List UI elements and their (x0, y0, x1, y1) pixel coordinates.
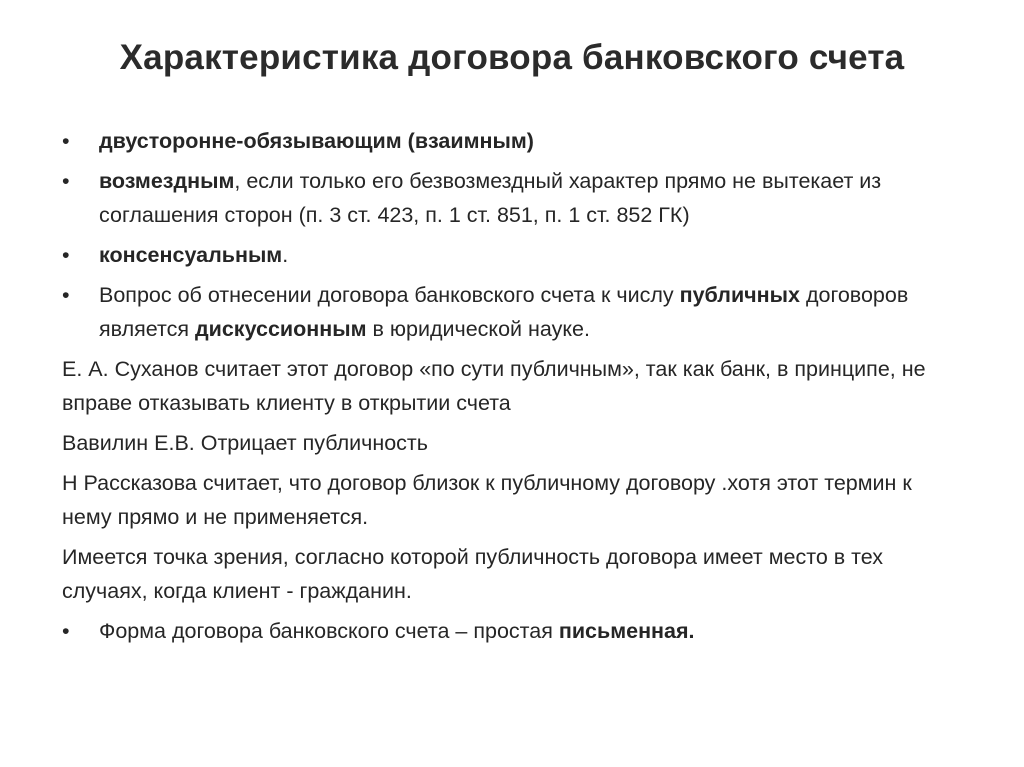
item-text: Форма договора банковского счета – простая (99, 619, 559, 643)
item-bold-text: дискуссионным (194, 317, 367, 341)
bullet-icon: • (62, 129, 70, 153)
bullet-icon: • (62, 243, 70, 267)
item-bold-text: возмездным (99, 169, 235, 193)
paragraph (62, 426, 962, 460)
paragraph-text: Вавилин Е.В. Отрицает публичность (62, 431, 428, 455)
paragraph-text: Имеется точка зрения, согласно которой публичность договора имеет место в тех случаях, когда клиент - гражданин. (62, 545, 883, 603)
slide-body (62, 124, 962, 654)
list-item (62, 124, 962, 158)
paragraph-text: Н Рассказова считает, что договор близок к публичному договору .хотя этот термин к нему прямо и не применяется. (62, 471, 912, 529)
list-item (62, 614, 962, 648)
list-item (62, 164, 962, 232)
paragraph (62, 466, 962, 534)
item-text: договоров является (99, 283, 909, 341)
slide-title: Характеристика договора банковского счета (119, 38, 905, 77)
paragraph (62, 540, 962, 608)
item-bold-text: публичных (679, 283, 800, 307)
item-text: . (282, 243, 289, 267)
item-text: в юридической науке. (366, 317, 590, 341)
paragraph (62, 352, 962, 420)
item-text: , если только его безвозмездный характер прямо не вытекает из соглашения сторон (п. 3 ст. 423, п. 1 ст. 851, п. 1 ст. 852 ГК) (99, 169, 882, 227)
list-item (62, 278, 962, 346)
bullet-icon: • (62, 169, 70, 193)
item-bold-text: письменная. (558, 619, 695, 643)
bullet-icon: • (62, 283, 70, 307)
item-bold-text: консенсуальным (99, 243, 283, 267)
paragraph-text: Е. А. Суханов считает этот договор «по сути публичным», так как банк, в принципе, не вправе отказывать клиенту в открытии счета (62, 357, 926, 415)
list-item (62, 238, 962, 272)
item-text: Вопрос об отнесении договора банковского счета к числу (99, 283, 680, 307)
item-bold-text: двусторонне-обязывающим (взаимным) (99, 129, 534, 153)
bullet-icon: • (62, 619, 70, 643)
